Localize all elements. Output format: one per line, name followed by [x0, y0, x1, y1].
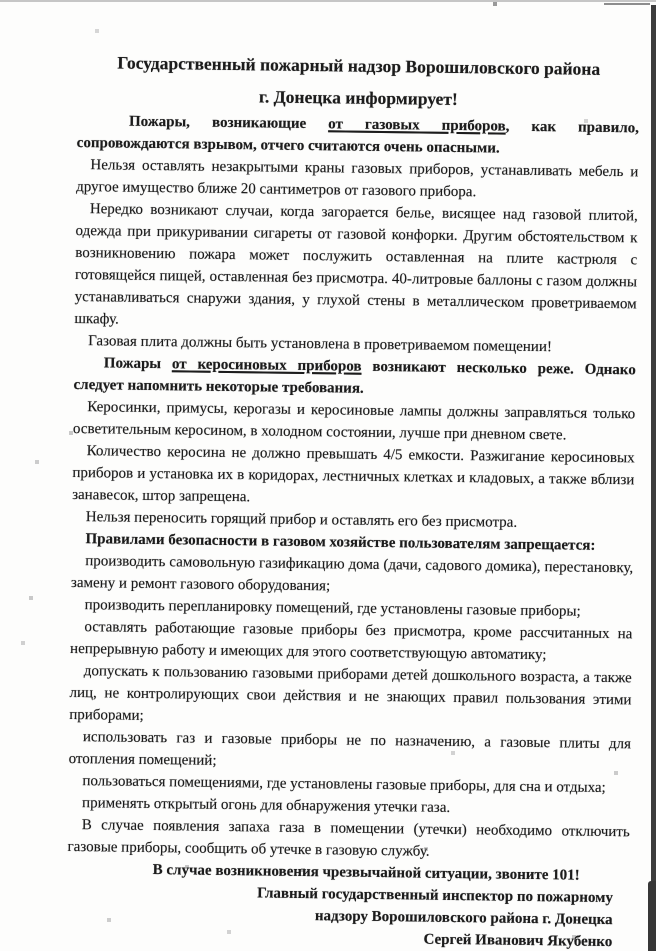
kerosene-heading-post: возникают несколько реже. Однако следует напомнить некоторые требования. — [73, 358, 636, 397]
scan-edge-top-dark — [604, 3, 650, 5]
gas-intro-pre: Пожары, возникающие — [128, 113, 329, 133]
signature-line-district: надзору Ворошиловского района г. Донецка — [314, 908, 613, 929]
rule-item-replanning: производить перепланировку помещений, где установлены газовые приборы; — [84, 597, 581, 620]
paragraph-gas-leak: В случае появления запаха газа в помещении (утечки) необходимо отключить газовые приборы, сообщить об утечке в газовую службу. — [67, 817, 630, 860]
rule-item-misuse: использовать газ и газовые приборы не по назначению, а газовые плиты для отопления помещений; — [68, 729, 632, 769]
kerosene-heading-pre: Пожары — [103, 355, 173, 373]
document-body — [66, 110, 639, 951]
document-title — [77, 46, 640, 117]
paragraph-kerosene-heading — [73, 352, 636, 403]
rule-item-open-flame: применять открытый огонь для обнаружения утечки газа. — [81, 795, 451, 816]
title-line-2: г. Донецка информирует! — [258, 86, 458, 109]
paragraph-gas-intro — [77, 110, 640, 161]
scan-edge-bottom-right-corner — [648, 881, 656, 951]
gas-intro-post: , как правило, сопровождаются взрывом, отчего считаются очень опасными. — [76, 118, 640, 157]
paragraph-kerosene-quantity: Количество керосина не должно превышать 4/5 емкости. Разжигание керосиновых приборов и установка их в коридорах, лестничных клетках и кладовых, а также вблизи занавесок, штор запрещена. — [72, 443, 635, 506]
rule-item-children: допускать к пользованию газовыми приборами детей дошкольного возраста, а также лиц, не контролирующих свои действия и не знающих правил пользования этими приборами; — [69, 663, 632, 724]
paragraph-kerosene-carrying: Нельзя переносить горящий прибор и оставлять его без присмотра. — [85, 509, 518, 531]
document-content — [66, 46, 640, 951]
title-line-1: Государственный пожарный надзор Ворошиловского района — [117, 52, 601, 79]
kerosene-heading-underlined-phrase: от керосиновых приборов — [171, 356, 362, 375]
paragraph-kerosene-fueling: Керосинки, примусы, керогазы и керосиновые лампы должны заправляться только осветительным керосином, в холодном состоянии, лучше при дневном свете. — [72, 399, 636, 444]
signature-line-position: Главный государственный инспектор по пожарному — [257, 885, 613, 907]
scan-edge-top — [0, 0, 656, 2]
paragraph-emergency-call-101: В случае возникновения чрезвычайной ситуации, звоните 101! — [152, 862, 580, 884]
paragraph-gas-stove-ventilation: Газовая плита должны быть установлена в проветриваемом помещении! — [88, 333, 553, 356]
paragraph-gas-cases: Нередко возникают случаи, когда загорается белье, висящее над газовой плитой, одежда при прикуривании сигареты от газовой конфорки. Другим обстоятельством к возникновению пожара может послужить оставленная на плите кастрюля с готовящейся пищей, оставленная без присмотра. 40-литровые баллоны с газом должны устанавливаться снаружи здания, у глухой стены в металлическом проветриваемом шкафу. — [74, 201, 638, 328]
paragraph-gas-valves: Нельзя оставлять незакрытыми краны газовых приборов, устанавливать мебель и другое имущество ближе 20 сантиметров от газового прибора. — [76, 157, 639, 201]
rule-item-unattended-appliances: оставлять работающие газовые приборы без присмотра, кроме рассчитанных на непрерывную работу и имеющих для этого соответствующую автоматику; — [70, 619, 633, 664]
scan-edge-right — [651, 5, 656, 951]
scan-noise-specks — [0, 0, 2, 2]
rule-item-sleeping-rooms: пользоваться помещениями, где установлены газовые приборы, для сна и отдыха; — [82, 773, 606, 796]
paragraph-rules-heading: Правилами безопасности в газовом хозяйстве пользователям запрещается: — [85, 531, 596, 554]
signature-line-name: Сергей Иванович Якубенко — [423, 931, 613, 951]
gas-intro-underlined-phrase: от газовых приборов — [328, 116, 506, 135]
rule-item-unauthorized-gasification: производить самовольную газификацию дома (дачи, садового домика), перестановку, замену и ремонт газового оборудования; — [70, 553, 634, 595]
